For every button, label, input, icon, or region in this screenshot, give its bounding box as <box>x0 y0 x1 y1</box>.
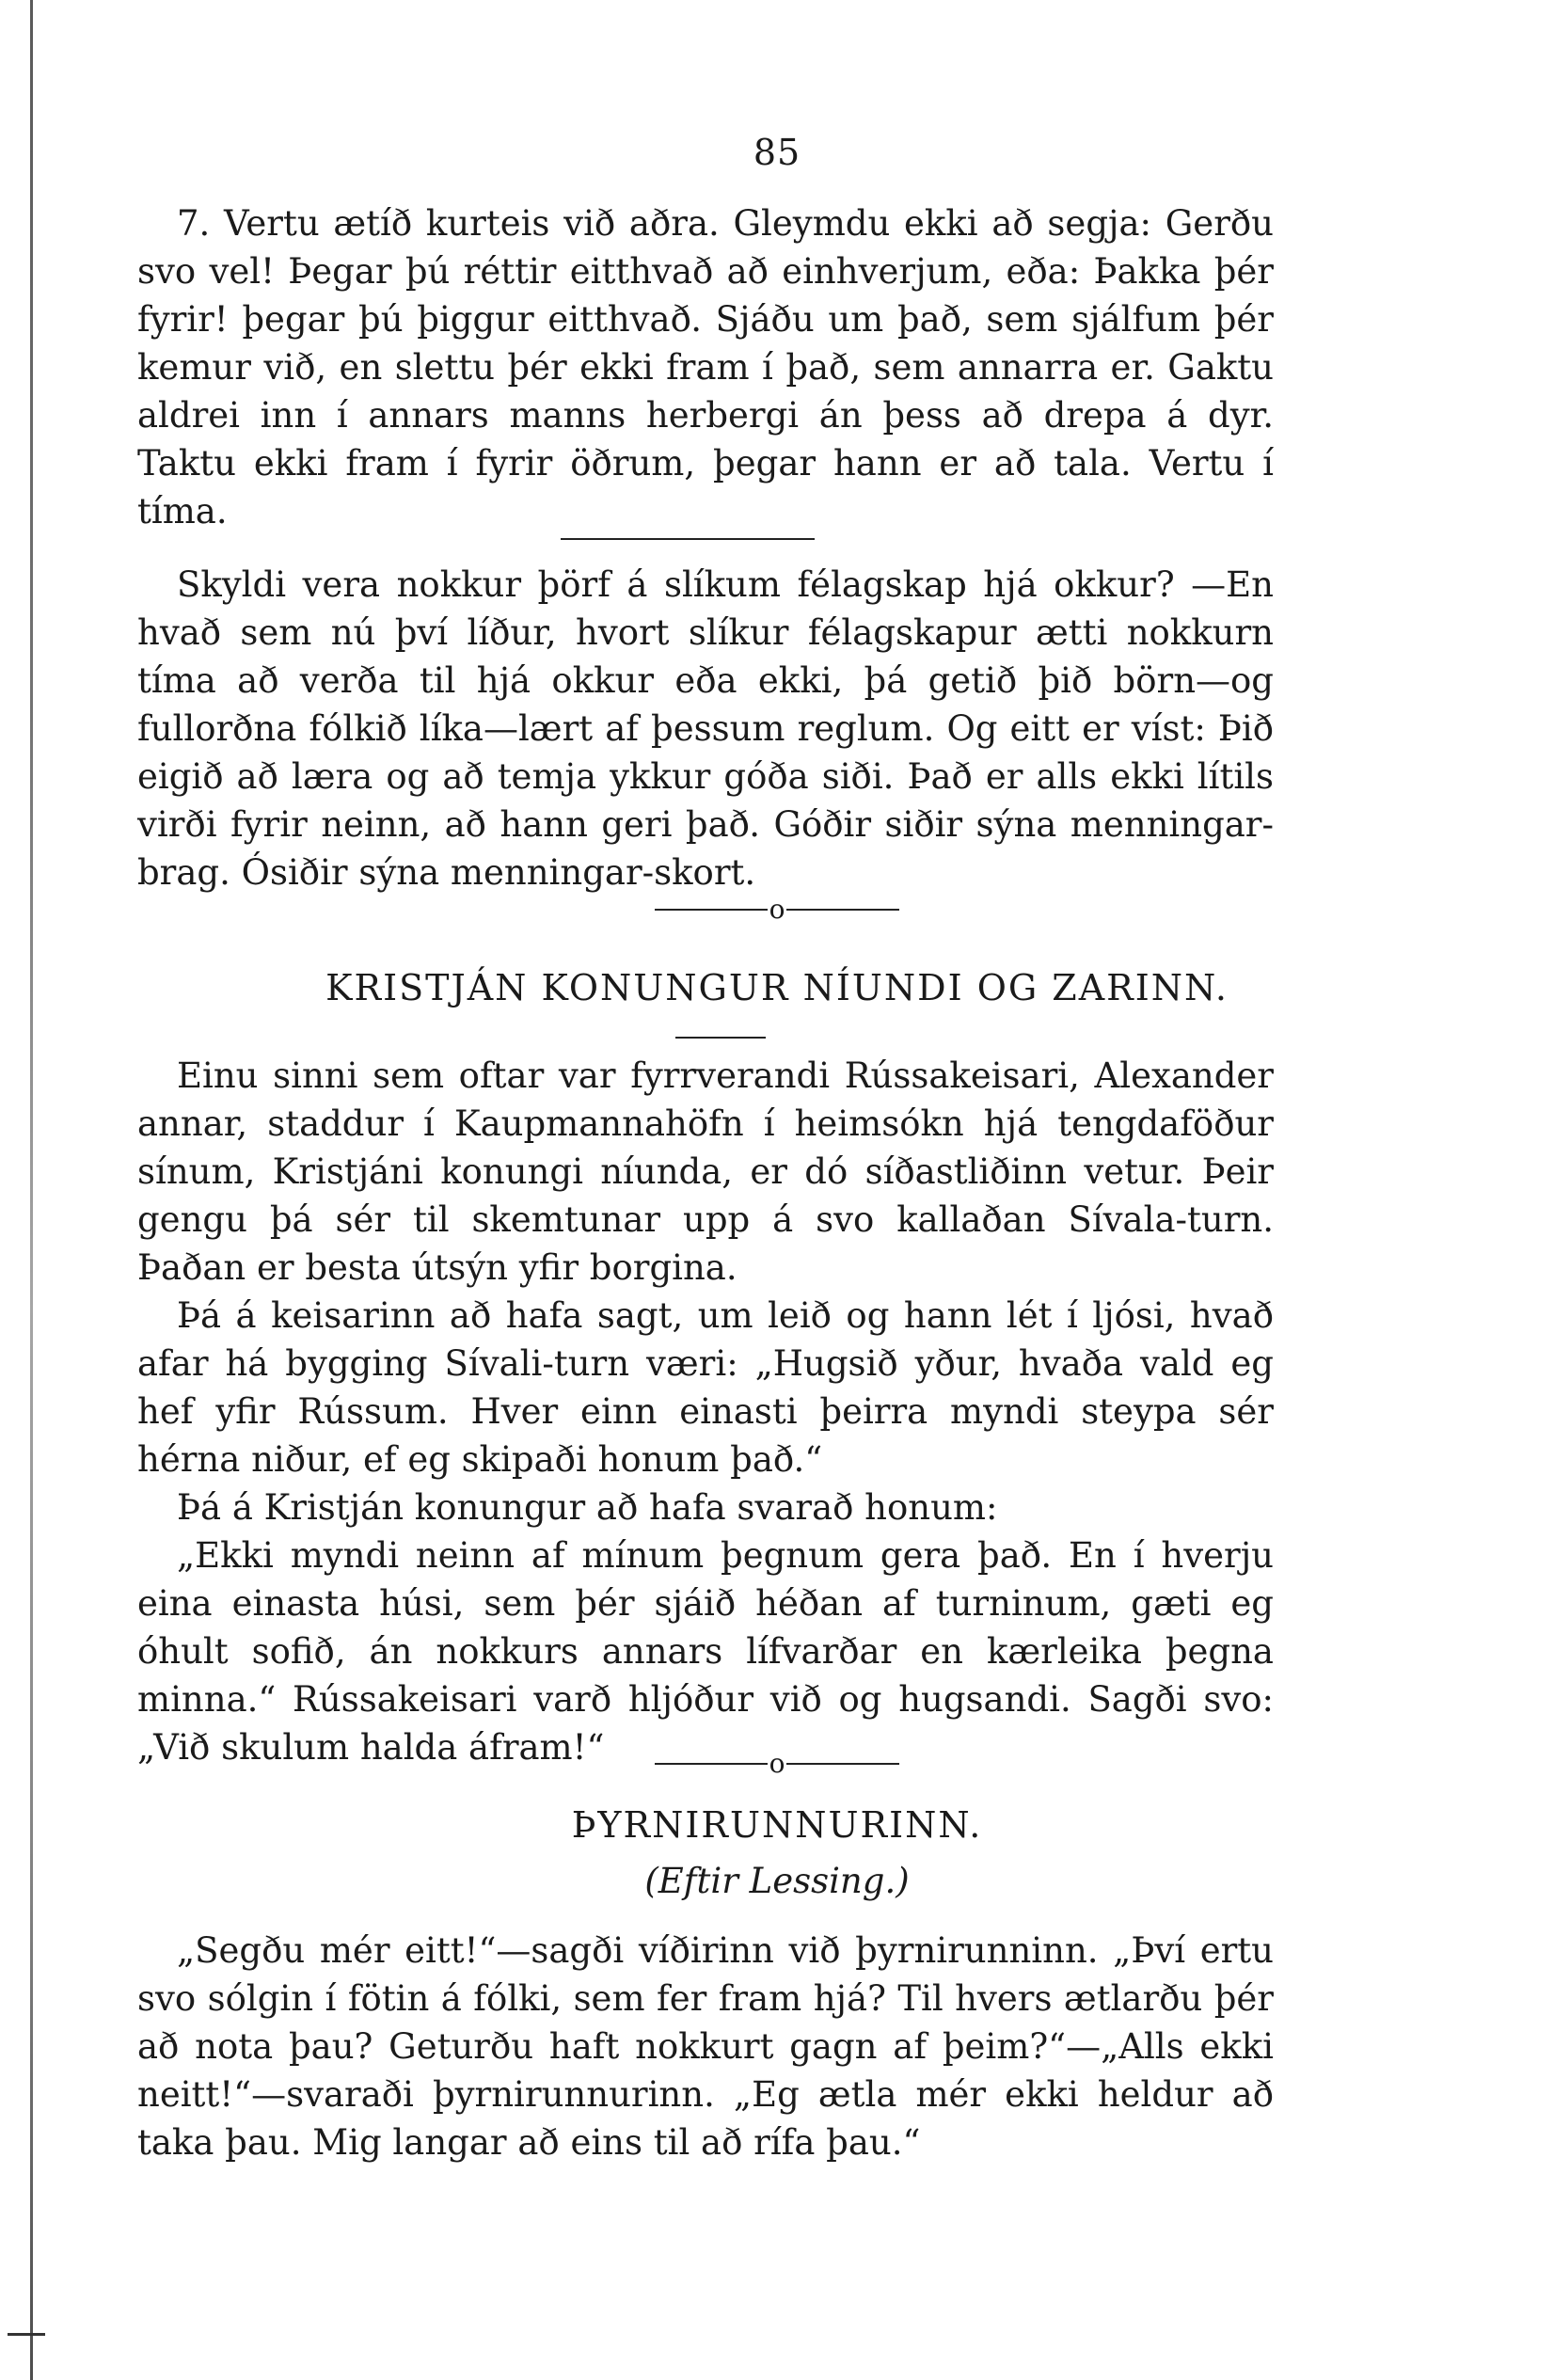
story-thyrnirunnurinn-paragraph: „Segðu mér eitt!“—sagði víðirinn við þyrnirunninn. „Því ertu svo sólgin í fötin á fólki, sem fer fram hjá? Til hvers ætlarðu þér að nota þau? Geturðu haft nokkurt gagn af þeim?“—„Alls ekki neitt!“—svaraði þyrnirunnurinn. „Eg ætla mér ekki heldur að taka þau. Mig langar að eins til að rífa þau.“ <box>137 1930 1274 2163</box>
etiquette-discussion-paragraph: Skyldi vera nokkur þörf á slíkum félagskap hjá okkur? —En hvað sem nú því líður, hvort slíkur félagskapur ætti nokkurn tíma að verða til hjá okkur eða ekki, þá getið þið börn—og fullorðna fólkið líka—lært af þessum reglum. Og eitt er víst: Þið eigið að læra og að temja ykkur góða siði. Það er alls ekki lítils virði fyrir neinn, að hann geri það. Góðir siðir sýna menningar-brag. Ósiðir sýna menningar-skort. <box>137 564 1274 893</box>
story-title-kristjan: KRISTJÁN KONUNGUR NÍUNDI OG ZARINN. <box>325 967 1229 1008</box>
binding-gutter-mark <box>8 2333 45 2336</box>
story-kristjan-paragraph: Einu sinni sem oftar var fyrrverandi Rússakeisari, Alexander annar, staddur í Kaupmannahöfn í heimsókn hjá tengdaföður sínum, Kristjáni konungi níunda, er dó síðastliðinn vetur. Þeir gengu þá sér til skemtunar upp á svo kallaðan Sívala-turn. Þaðan er besta útsýn yfir borgina. <box>137 1055 1274 1288</box>
separator-symbol: o <box>769 1747 785 1779</box>
separator-line-left <box>655 1763 768 1765</box>
rule-seven-paragraph-block <box>137 199 1274 535</box>
separator-line-right <box>786 1763 899 1765</box>
separator-line-left <box>655 909 768 911</box>
story-thyrnirunnurinn-body <box>137 1927 1274 2166</box>
separator-line-right <box>786 909 899 911</box>
story-kristjan-paragraph: Þá á keisarinn að hafa sagt, um leið og hann lét í ljósi, hvað afar há bygging Sívali-turn væri: „Hugsið yður, hvaða vald eg hef yfir Rússum. Hver einn einasti þeirra myndi steypa sér hérna niður, ef eg skipaði honum það.“ <box>137 1295 1274 1480</box>
story-separator <box>0 894 1554 924</box>
binding-gutter-line <box>30 0 33 2380</box>
page-number: 85 <box>753 132 801 173</box>
separator-symbol: o <box>769 893 785 925</box>
story-separator <box>0 1748 1554 1778</box>
story-title-thyrnirunnurinn: ÞYRNIRUNNURINN. <box>571 1804 983 1846</box>
etiquette-discussion-block <box>137 561 1274 896</box>
story-kristjan-paragraph: „Ekki myndi neinn af mínum þegnum gera það. En í hverju eina einasta húsi, sem þér sjáið héðan af turninum, gæti eg óhult sofið, án nokkurs annars lífvarðar en kærleika þegna minna.“ Rússakeisari varð hljóður við og hugsandi. Sagði svo: „Við skulum halda áfram!“ <box>137 1535 1274 1768</box>
story-subtitle-author: (Eftir Lessing.) <box>644 1861 910 1901</box>
section-divider-rule <box>561 538 815 540</box>
rule-seven-paragraph: 7. Vertu ætíð kurteis við aðra. Gleymdu ekki að segja: Gerðu svo vel! Þegar þú réttir eitthvað að einhverjum, eða: Þakka þér fyrir! þegar þú þiggur eitthvað. Sjáðu um það, sem sjálfum þér kemur við, en slettu þér ekki fram í það, sem annarra er. Gaktu aldrei inn í annars manns herbergi án þess að drepa á dyr. Taktu ekki fram í fyrir öðrum, þegar hann er að tala. Vertu í tíma. <box>137 203 1274 532</box>
story-kristjan-paragraph: Þá á Kristján konungur að hafa svarað honum: <box>177 1487 998 1528</box>
story-kristjan-body <box>137 1052 1274 1771</box>
title-underline-rule <box>675 1037 766 1039</box>
